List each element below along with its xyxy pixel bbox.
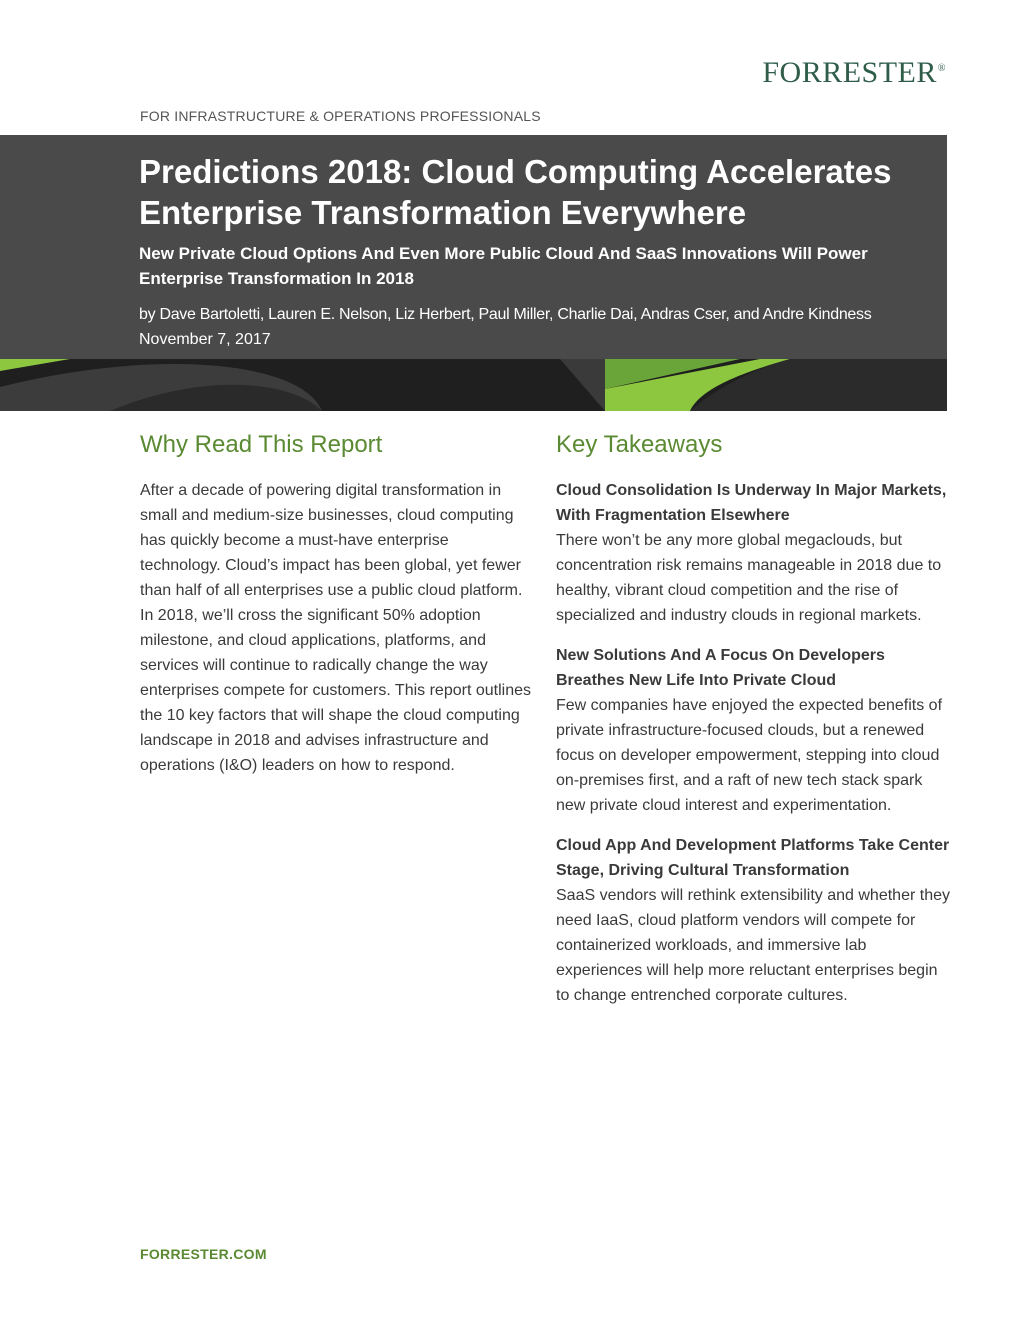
key-takeaways-heading: Key Takeaways bbox=[556, 431, 723, 458]
why-read-section bbox=[140, 428, 532, 778]
audience-label: FOR INFRASTRUCTURE & OPERATIONS PROFESSIONALS bbox=[140, 108, 541, 124]
takeaway-item bbox=[556, 478, 950, 628]
banner-decoration bbox=[0, 359, 947, 411]
report-subtitle: New Private Cloud Options And Even More Public Cloud And SaaS Innovations Will Power Enterprise Transformation In 2018 bbox=[139, 244, 868, 288]
registered-mark: ® bbox=[937, 63, 946, 74]
takeaway-title: Cloud App And Development Platforms Take Center Stage, Driving Cultural Transformation bbox=[556, 837, 950, 879]
takeaway-body: There won’t be any more global megaclouds, but concentration risk remains manageable in 2018 due to healthy, vibrant cloud competition and the rise of specialized and industry clouds in regional markets. bbox=[556, 532, 942, 624]
takeaway-title: Cloud Consolidation Is Underway In Major Markets, With Fragmentation Elsewhere bbox=[556, 482, 947, 524]
takeaway-item bbox=[556, 833, 950, 1008]
why-read-heading: Why Read This Report bbox=[140, 431, 383, 458]
footer-site-link[interactable]: FORRESTER.COM bbox=[140, 1246, 267, 1262]
key-takeaways-section bbox=[556, 428, 950, 1023]
report-date: November 7, 2017 bbox=[139, 331, 271, 348]
takeaway-body: SaaS vendors will rethink extensibility and whether they need IaaS, cloud platform vendors will compete for containerized workloads, and immersive lab experiences will help more reluctant enterprises begin to change entrenched corporate cultures. bbox=[556, 887, 950, 1004]
forrester-logo[interactable] bbox=[762, 56, 946, 90]
takeaway-title: New Solutions And A Focus On Developers Breathes New Life Into Private Cloud bbox=[556, 647, 885, 689]
report-authors: by Dave Bartoletti, Lauren E. Nelson, Liz Herbert, Paul Miller, Charlie Dai, Andras Cser, and Andre Kindness bbox=[139, 306, 872, 323]
takeaway-body: Few companies have enjoyed the expected benefits of private infrastructure-focused clouds, but a renewed focus on developer empowerment, stepping into cloud on-premises first, and a raft of new tech stack spark new private cloud interest and experimentation. bbox=[556, 697, 943, 814]
logo-wordmark: FORRESTER bbox=[762, 56, 937, 89]
takeaway-item bbox=[556, 643, 950, 818]
why-read-body: After a decade of powering digital transformation in small and medium-size businesses, cloud computing has quickly become a must-have enterprise technology. Cloud’s impact has been global, yet fewer than half of all enterprises use a public cloud platform. In 2018, we’ll cross the significant 50% adoption milestone, and cloud applications, platforms, and services will continue to radically change the way enterprises compete for customers. This report outlines the 10 key factors that will shape the cloud computing landscape in 2018 and advises infrastructure and operations (I&O) leaders on how to respond. bbox=[140, 482, 531, 774]
report-title: Predictions 2018: Cloud Computing Accelerates Enterprise Transformation Everywhere bbox=[139, 153, 892, 231]
